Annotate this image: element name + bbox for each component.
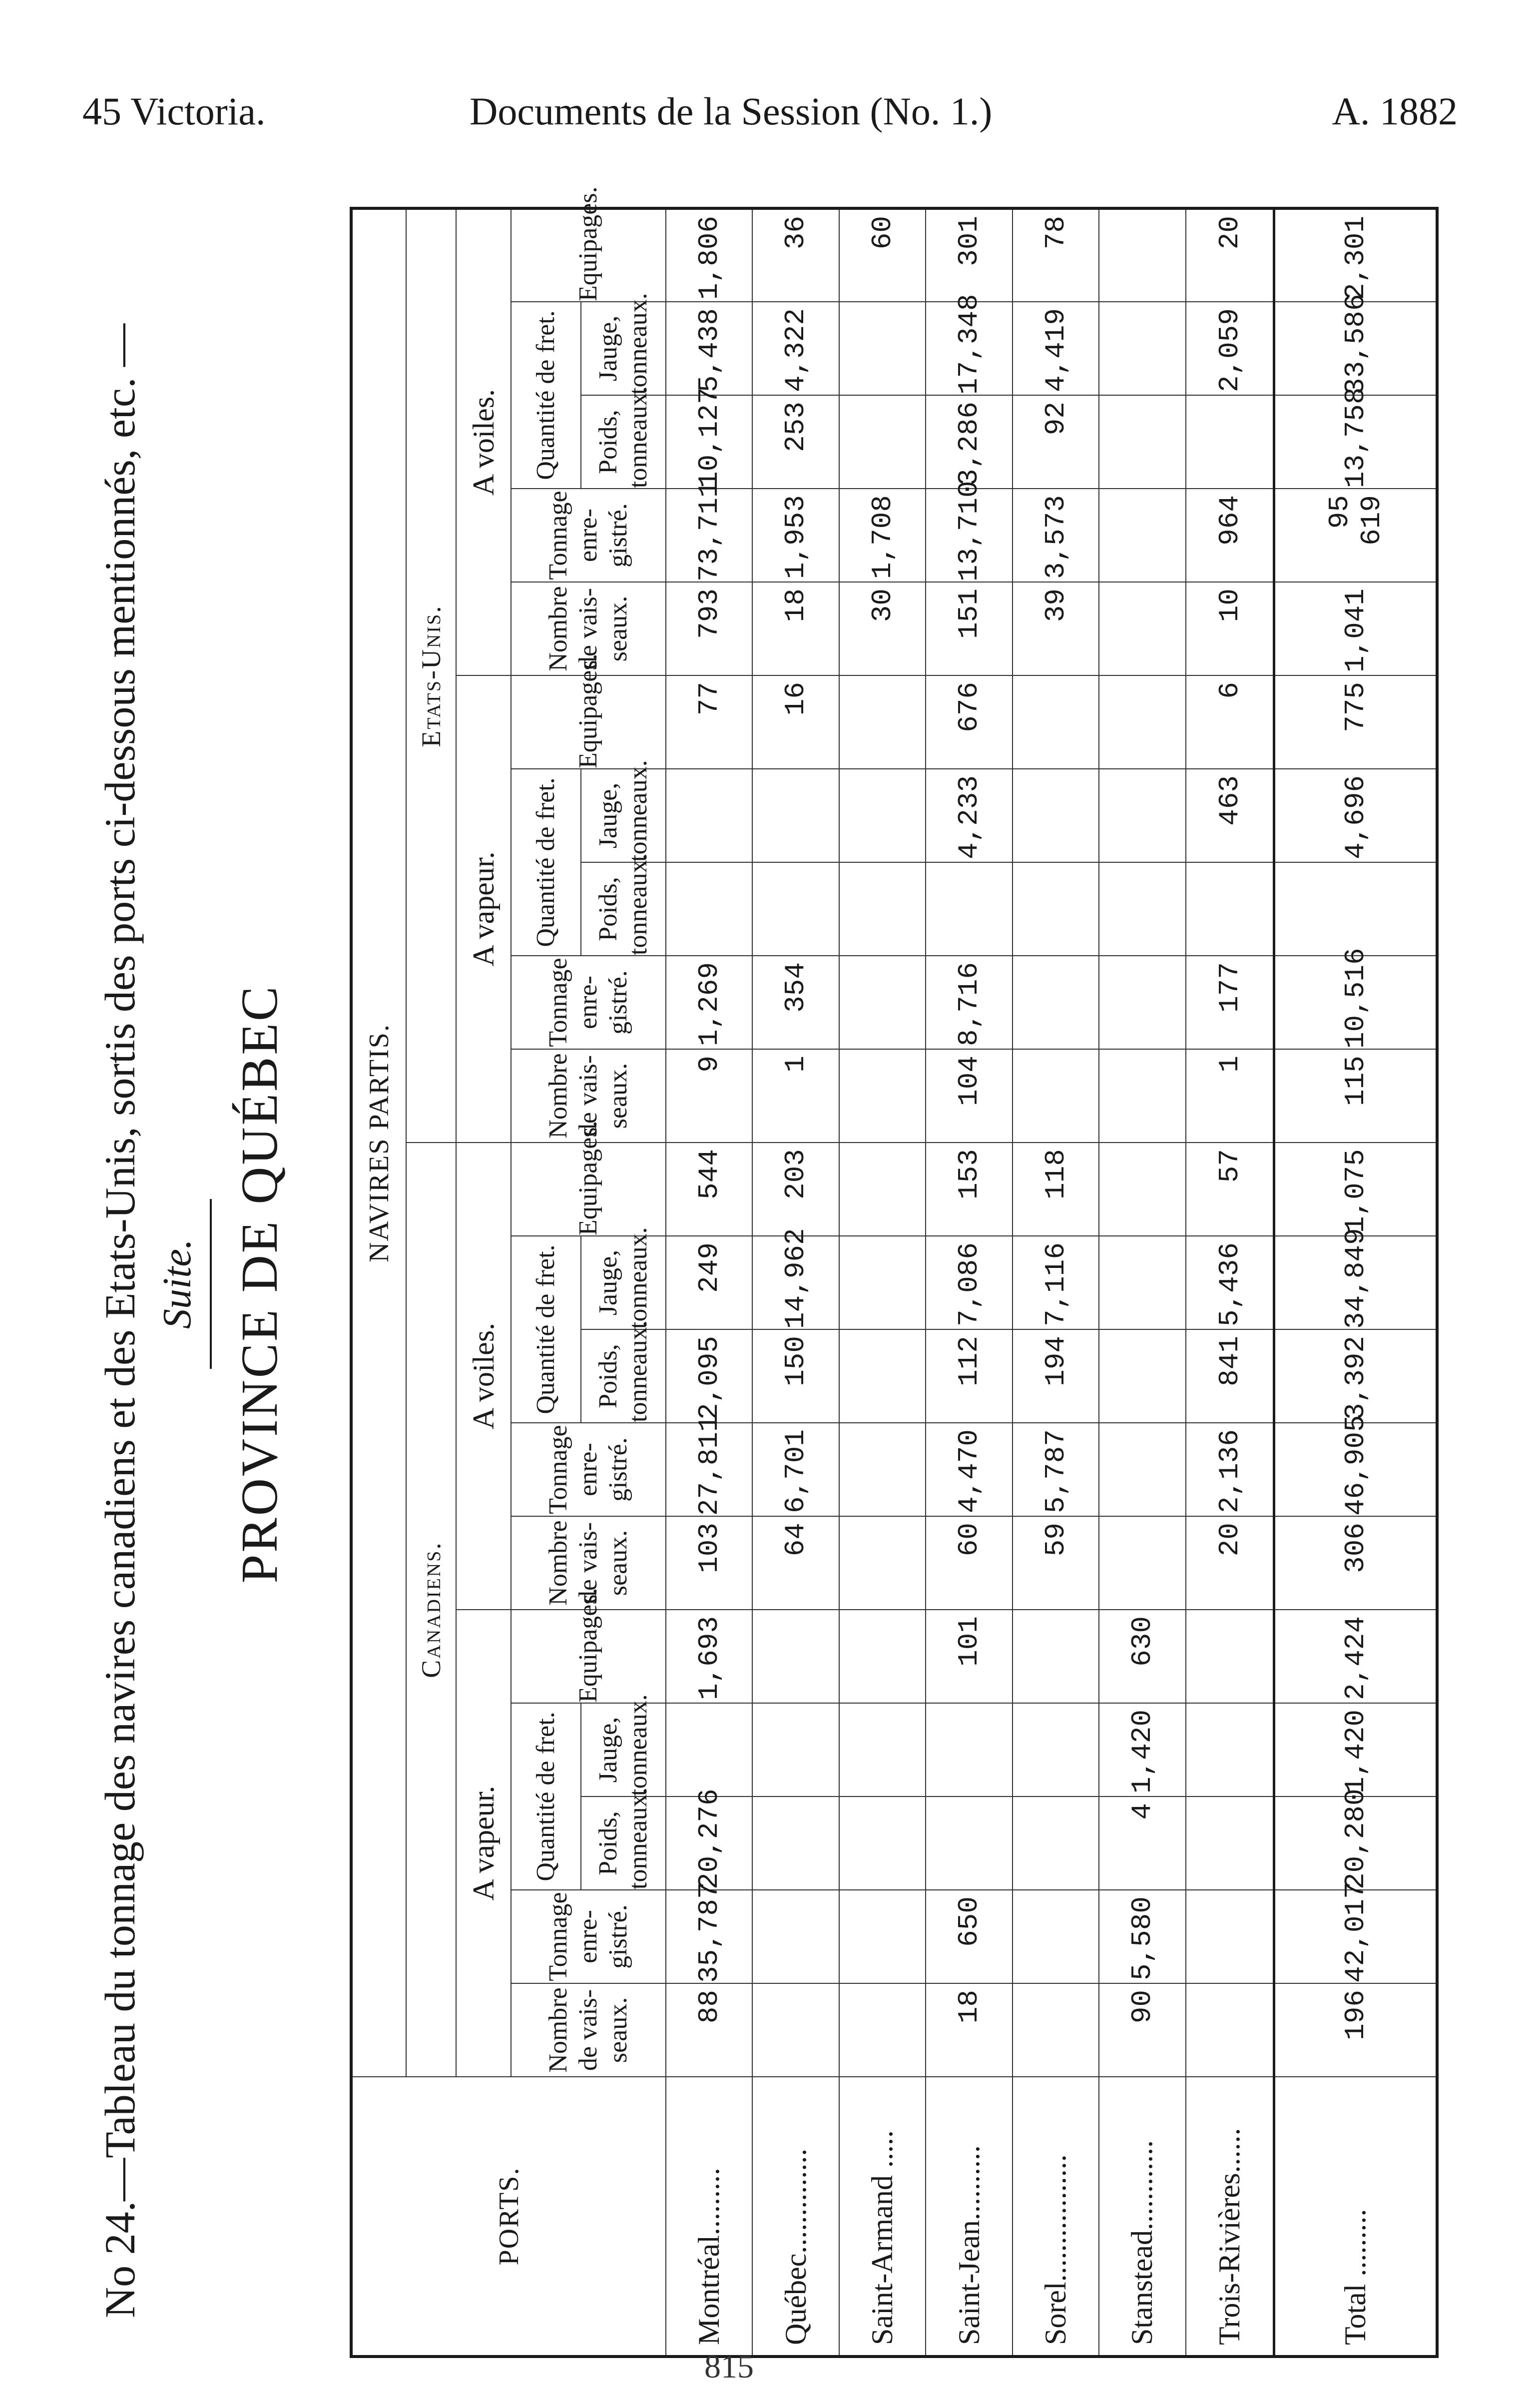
table-cell: 13,710 <box>926 489 1012 582</box>
table-cell: 630 <box>1099 1610 1185 1703</box>
table-cell: 1,420 <box>1099 1703 1185 1796</box>
table-row <box>839 208 926 2357</box>
table-cell <box>1099 956 1185 1049</box>
table-cell: 150 <box>752 1329 839 1423</box>
col-jauge: Jauge, tonneaux. <box>581 769 666 862</box>
table-cell: 13,758 <box>1274 395 1437 489</box>
table-cell <box>839 956 926 1049</box>
province-heading: PROVINCE DE QUÉBEC <box>231 984 288 1584</box>
table-cell: 1 <box>1186 1049 1274 1143</box>
table-cell <box>1186 1610 1274 1703</box>
header-left: 45 Victoria. <box>82 89 266 133</box>
ca-voiles-header: A voiles. <box>456 1143 511 1610</box>
etats-unis-header: Etats-Unis. <box>406 208 456 1143</box>
table-cell <box>752 1610 839 1703</box>
table-cell: 35,787 <box>666 1890 752 1983</box>
table-cell: 112 <box>926 1329 1012 1423</box>
col-jauge: Jauge, tonneaux. <box>581 1703 666 1796</box>
table-cell: 841 <box>1186 1329 1274 1423</box>
table-cell: 101 <box>926 1610 1012 1703</box>
table-cell: 3,392 <box>1274 1329 1437 1423</box>
table-cell: 64 <box>752 1516 839 1610</box>
table-cell: 78 <box>1013 208 1099 302</box>
table-cell: 151 <box>926 582 1012 675</box>
ports-header: PORTS. <box>351 2077 666 2357</box>
table-cell <box>1099 1049 1185 1143</box>
table-cell: 104 <box>926 1049 1012 1143</box>
table-cell <box>839 675 926 769</box>
table-cell <box>926 1796 1012 1890</box>
table-cell <box>1013 1983 1099 2077</box>
table-cell: 88 <box>666 1983 752 2077</box>
col-poids: Poids, tonneaux. <box>581 862 666 956</box>
table-cell <box>666 862 752 956</box>
table-cell <box>1013 956 1099 1049</box>
table-cell: 6,701 <box>752 1423 839 1516</box>
table-cell: 1,420 <box>1274 1703 1437 1796</box>
table-cell <box>1186 1890 1274 1983</box>
col-tonnage: Tonnage enre-gistré. <box>511 956 666 1049</box>
table-cell <box>1013 675 1099 769</box>
col-nombre: Nombre de vais-seaux. <box>511 1983 666 2077</box>
table-cell: 10 <box>1186 582 1274 675</box>
table-cell: 60 <box>839 208 926 302</box>
table-cell: 57 <box>1186 1143 1274 1236</box>
table-cell: 39 <box>1013 582 1099 675</box>
table-cell: 1,953 <box>752 489 839 582</box>
table-row <box>1186 208 1274 2357</box>
table-cell <box>839 302 926 395</box>
ca-vapeur-header: A vapeur. <box>456 1610 511 2077</box>
table-cell <box>1013 1610 1099 1703</box>
col-poids: Poids, tonneaux. <box>581 1796 666 1890</box>
table-cell: 8,716 <box>926 956 1012 1049</box>
table-cell: 118 <box>1013 1143 1099 1236</box>
table-cell: 18 <box>752 582 839 675</box>
col-equipages: Equipages. <box>511 675 666 769</box>
col-equipages: Equipages. <box>511 1143 666 1236</box>
total-row <box>1274 208 1437 2357</box>
table-cell: 90 <box>1099 1983 1185 2077</box>
table-cell: 9 <box>666 1049 752 1143</box>
table-cell: 18 <box>926 1983 1012 2077</box>
table-cell <box>1099 1329 1185 1423</box>
table-cell: 775 <box>1274 675 1437 769</box>
table-cell: 17,348 <box>926 302 1012 395</box>
table-cell <box>1186 1983 1274 2077</box>
table-cell <box>1099 862 1185 956</box>
table-cell: 115 <box>1274 1049 1437 1143</box>
tonnage-table <box>350 186 1439 2358</box>
table-cell: 10,516 <box>1274 956 1437 1049</box>
table-cell <box>752 1983 839 2077</box>
table-cell <box>1099 675 1185 769</box>
table-cell: 964 <box>1186 489 1274 582</box>
header-center: Documents de la Session (No. 1.) <box>470 89 993 133</box>
table-cell: 3,286 <box>926 395 1012 489</box>
table-cell: 2,095 <box>666 1329 752 1423</box>
table-cell: 5,580 <box>1099 1890 1185 1983</box>
col-tonnage: Tonnage enre-gistré. <box>511 1423 666 1516</box>
table-cell: 95 619 <box>1274 489 1437 582</box>
table-cell <box>1099 769 1185 862</box>
table-cell: 77 <box>666 675 752 769</box>
table-cell: 793 <box>666 582 752 675</box>
table-cell: 27,811 <box>666 1423 752 1516</box>
table-cell: 46,905 <box>1274 1423 1437 1516</box>
table-cell: 4 <box>1099 1796 1185 1890</box>
table-cell: 42,017 <box>1274 1890 1437 1983</box>
table-cell <box>839 1610 926 1703</box>
col-equipages: Equipages. <box>511 208 666 302</box>
table-cell: 1,806 <box>666 208 752 302</box>
table-cell <box>839 1703 926 1796</box>
col-nombre: Nombre de vais-seaux. <box>511 582 666 675</box>
table-cell: 249 <box>666 1236 752 1329</box>
table-cell: 650 <box>926 1890 1012 1983</box>
col-equipages: Equipages. <box>511 1610 666 1703</box>
table-cell <box>839 1236 926 1329</box>
col-jauge: Jauge, tonneaux. <box>581 302 666 395</box>
table-cell <box>666 1703 752 1796</box>
table-cell: 36 <box>752 208 839 302</box>
header-right: A. 1882 <box>1332 89 1458 133</box>
table-cell <box>839 1796 926 1890</box>
table-cell: 34,849 <box>1274 1236 1437 1329</box>
table-cell: 2,424 <box>1274 1610 1437 1703</box>
table-cell: 60 <box>926 1516 1012 1610</box>
port-name: Stanstead............ <box>1099 2077 1185 2357</box>
table-row <box>666 208 752 2357</box>
col-poids: Poids, tonneaux. <box>581 395 666 489</box>
table-cell: 194 <box>1013 1329 1099 1423</box>
table-cell: 14,962 <box>752 1236 839 1329</box>
table-cell: 20,280 <box>1274 1796 1437 1890</box>
table-cell: 1 <box>752 1049 839 1143</box>
table-cell <box>839 1049 926 1143</box>
table-row <box>926 208 1012 2357</box>
us-vapeur-header: A vapeur. <box>456 675 511 1143</box>
table-row <box>1013 208 1099 2357</box>
table-cell: 5,438 <box>666 302 752 395</box>
table-cell <box>1099 1143 1185 1236</box>
table-cell <box>752 1703 839 1796</box>
table-cell: 20 <box>1186 208 1274 302</box>
table-cell <box>1099 1423 1185 1516</box>
table-cell <box>1013 1703 1099 1796</box>
table-cell <box>1013 769 1099 862</box>
table-cell: 20,276 <box>666 1796 752 1890</box>
table-cell: 4,470 <box>926 1423 1012 1516</box>
table-cell <box>1013 1890 1099 1983</box>
table-cell: 4,419 <box>1013 302 1099 395</box>
table-cell <box>1274 862 1437 956</box>
table-cell <box>666 769 752 862</box>
table-cell <box>839 1143 926 1236</box>
table-cell: 1,693 <box>666 1610 752 1703</box>
col-nombre: Nombre de vais-seaux. <box>511 1049 666 1143</box>
table-cell <box>926 862 1012 956</box>
table-cell <box>1099 1236 1185 1329</box>
table-cell: 10,127 <box>666 395 752 489</box>
table-cell <box>1013 1796 1099 1890</box>
total-label: Total ......... <box>1274 2077 1437 2357</box>
table-cell: 20 <box>1186 1516 1274 1610</box>
table-cell <box>839 862 926 956</box>
col-tonnage: Tonnage enre-gistré. <box>511 489 666 582</box>
table-cell: 16 <box>752 675 839 769</box>
table-cell: 2,059 <box>1186 302 1274 395</box>
table-body <box>666 208 1437 2357</box>
port-name: Montréal......... <box>666 2077 752 2357</box>
port-name: Trois-Rivières...... <box>1186 2077 1274 2357</box>
table-cell: 354 <box>752 956 839 1049</box>
table-row <box>752 208 839 2357</box>
table-cell: 196 <box>1274 1983 1437 2077</box>
table-cell: 463 <box>1186 769 1274 862</box>
table-cell: 7,086 <box>926 1236 1012 1329</box>
table-cell <box>752 1796 839 1890</box>
col-fret: Quantité de fret. <box>511 769 581 956</box>
table-cell <box>1186 862 1274 956</box>
table-cell <box>1186 395 1274 489</box>
table-subtitle: Suite. <box>155 1239 199 1329</box>
table-cell <box>752 769 839 862</box>
col-jauge: Jauge, tonneaux. <box>581 1236 666 1329</box>
table-cell <box>839 1423 926 1516</box>
table-cell: 544 <box>666 1143 752 1236</box>
table-cell: 301 <box>926 208 1012 302</box>
table-cell: 2,136 <box>1186 1423 1274 1516</box>
table-cell: 73,711 <box>666 489 752 582</box>
rotated-table-page <box>70 186 1449 2358</box>
canadiens-header: Canadiens. <box>406 1143 456 2077</box>
port-name: Saint-Jean.......... <box>926 2077 1012 2357</box>
table-cell: 92 <box>1013 395 1099 489</box>
table-cell: 203 <box>752 1143 839 1236</box>
us-voiles-header: A voiles. <box>456 208 511 675</box>
table-cell <box>1099 489 1185 582</box>
table-cell <box>1099 208 1185 302</box>
table-cell: 177 <box>1186 956 1274 1049</box>
table-cell <box>839 395 926 489</box>
table-cell: 6 <box>1186 675 1274 769</box>
col-tonnage: Tonnage enre-gistré. <box>511 1890 666 1983</box>
table-cell: 1,269 <box>666 956 752 1049</box>
table-row <box>1099 208 1185 2357</box>
table-cell: 3,573 <box>1013 489 1099 582</box>
table-cell <box>1186 1796 1274 1890</box>
table-cell: 7,116 <box>1013 1236 1099 1329</box>
table-cell: 2,301 <box>1274 208 1437 302</box>
col-fret: Quantité de fret. <box>511 302 581 489</box>
table-cell <box>839 1983 926 2077</box>
col-nombre: Nombre de vais-seaux. <box>511 1516 666 1610</box>
navires-header: NAVIRES PARTIS. <box>351 208 406 2077</box>
table-cell <box>839 1516 926 1610</box>
col-poids: Poids, tonneaux. <box>581 1329 666 1423</box>
table-cell: 5,436 <box>1186 1236 1274 1329</box>
table-cell: 103 <box>666 1516 752 1610</box>
table-cell <box>1099 1516 1185 1610</box>
table-cell <box>1099 582 1185 675</box>
table-cell <box>1099 395 1185 489</box>
table-cell: 4,696 <box>1274 769 1437 862</box>
port-name: Sorel................. <box>1013 2077 1099 2357</box>
table-title: No 24.—Tableau du tonnage des navires canadiens et des Etats-Unis, sortis des ports ci-dessous mentionnés, etc. — <box>96 323 144 2318</box>
table-cell <box>1186 1703 1274 1796</box>
table-cell <box>839 1890 926 1983</box>
table-cell <box>1099 302 1185 395</box>
port-name: Saint-Armand ..... <box>839 2077 926 2357</box>
table-cell: 4,322 <box>752 302 839 395</box>
table-cell: 33,586 <box>1274 302 1437 395</box>
table-cell: 253 <box>752 395 839 489</box>
col-fret: Quantité de fret. <box>511 1236 581 1423</box>
table-cell: 153 <box>926 1143 1012 1236</box>
table-cell: 1,075 <box>1274 1143 1437 1236</box>
table-cell: 59 <box>1013 1516 1099 1610</box>
table-cell <box>752 862 839 956</box>
table-cell <box>1013 862 1099 956</box>
table-cell: 1,708 <box>839 489 926 582</box>
table-cell <box>752 1890 839 1983</box>
col-fret: Quantité de fret. <box>511 1703 581 1890</box>
table-cell: 4,233 <box>926 769 1012 862</box>
title-block <box>70 210 350 2358</box>
table-cell <box>1013 1049 1099 1143</box>
table-cell <box>926 1703 1012 1796</box>
port-name: Québec.............. <box>752 2077 839 2357</box>
table-cell: 306 <box>1274 1516 1437 1610</box>
table-cell <box>839 769 926 862</box>
table-cell: 5,787 <box>1013 1423 1099 1516</box>
table-cell: 676 <box>926 675 1012 769</box>
table-cell: 1,041 <box>1274 582 1437 675</box>
title-rule <box>210 1199 212 1369</box>
table-cell <box>839 1329 926 1423</box>
table-cell: 30 <box>839 582 926 675</box>
page-number: 815 <box>704 2349 754 2385</box>
